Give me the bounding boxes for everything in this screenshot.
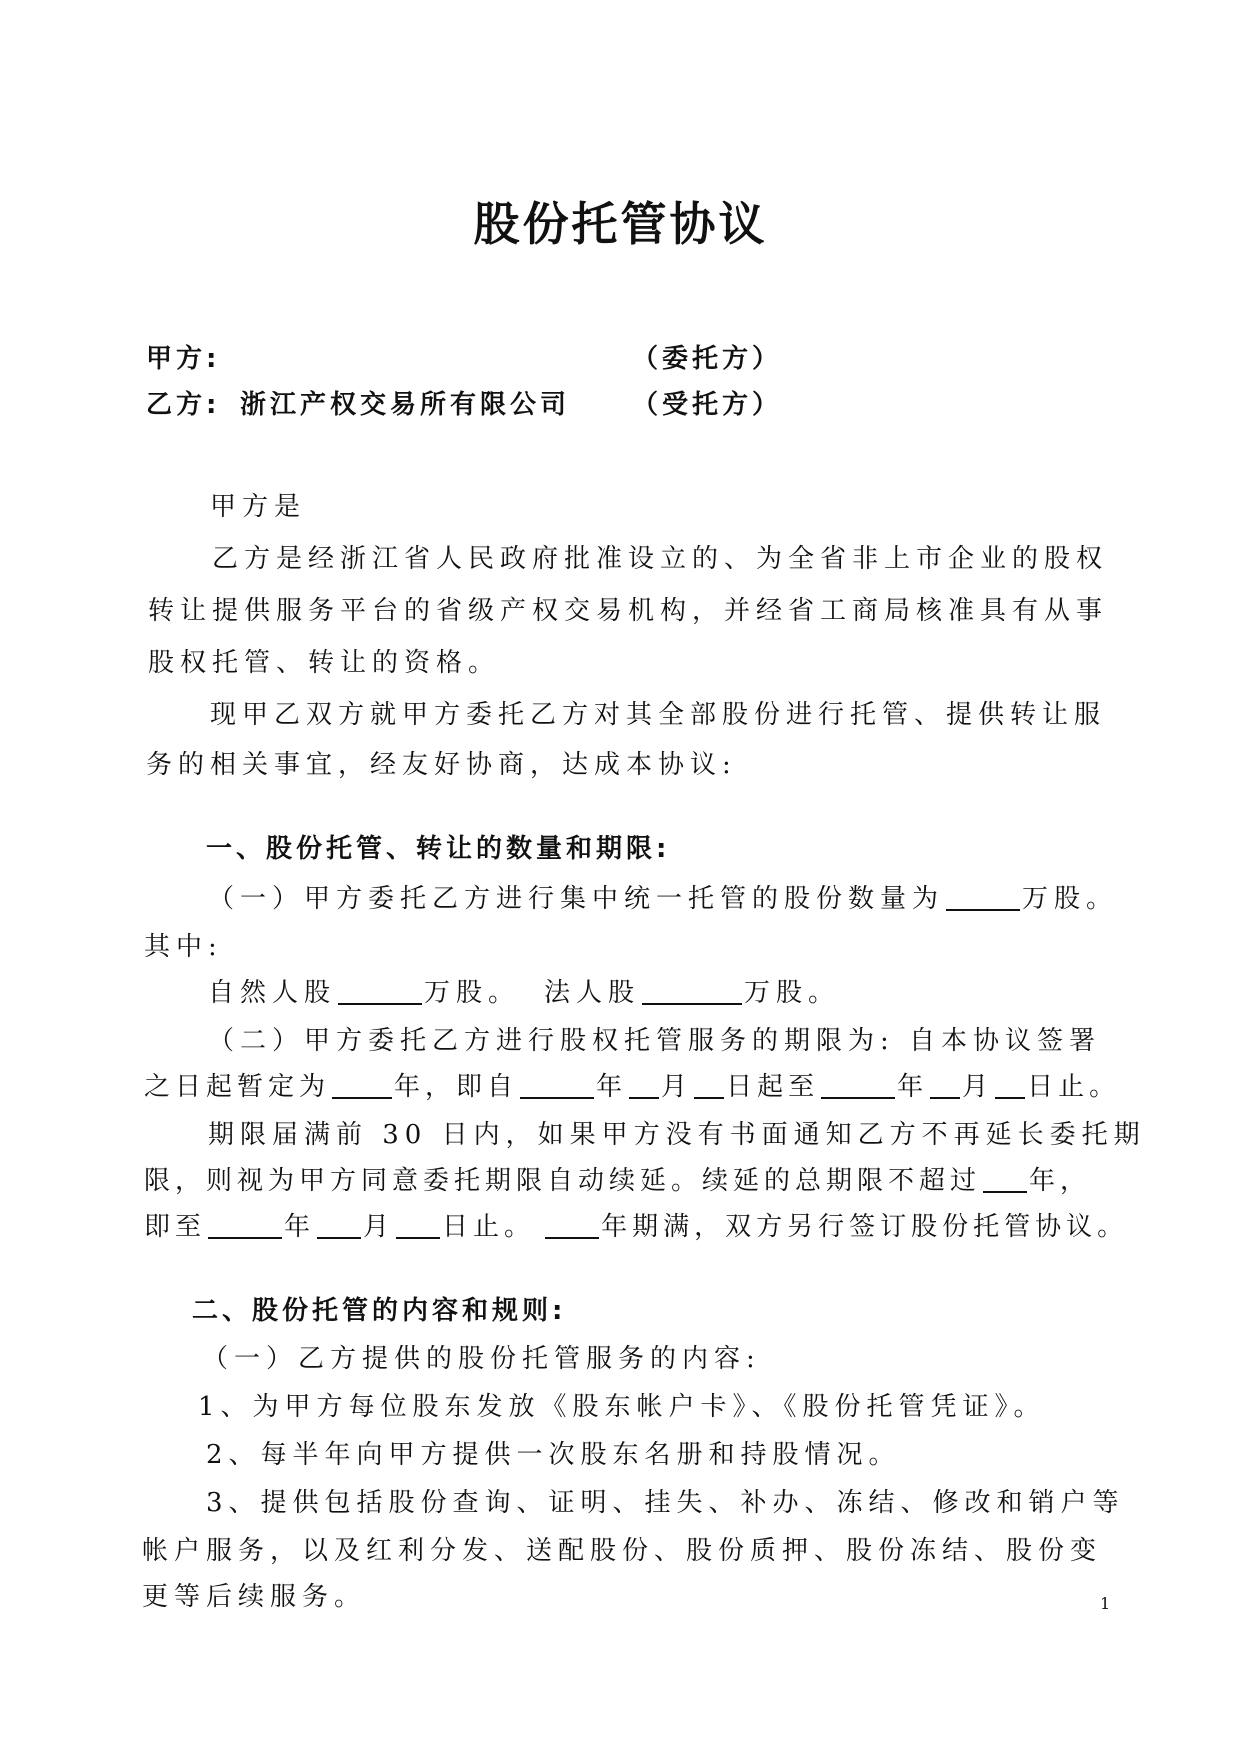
start-year-blank: [520, 1073, 594, 1099]
term-lead: 之日起暂定为: [144, 1072, 331, 1102]
start-day-unit: 日起至: [726, 1072, 820, 1102]
clause1-3-line2: [144, 1160, 1091, 1197]
start-year-unit: 年: [596, 1072, 628, 1102]
clause1-1-line2: 其中:: [144, 932, 223, 962]
renewal-years-unit: 年，: [1029, 1166, 1092, 1196]
until-month-unit: 月: [363, 1212, 395, 1242]
natural-person-unit: 万股。: [424, 978, 521, 1008]
end-year-unit: 年: [897, 1072, 929, 1102]
service-item-1: 1、为甲方每位股东发放《股东帐户卡》、《股份托管凭证》。: [198, 1392, 1046, 1422]
until-day-blank: [396, 1213, 440, 1239]
clause1-2-line2: [144, 1066, 1120, 1103]
clause1-1-line1: [208, 878, 1118, 915]
legal-person-shares-blank: [642, 979, 742, 1005]
natural-person-shares-blank: [338, 979, 422, 1005]
until-day-unit: 日止。: [442, 1212, 536, 1242]
end-month-unit: 月: [962, 1072, 994, 1102]
term-from: 年，即自: [394, 1072, 519, 1102]
clause2-1-heading: （一）乙方提供的股份托管服务的内容:: [202, 1344, 761, 1374]
service-item-3-line1: 3、提供包括股份查询、证明、挂失、补办、冻结、修改和销户等: [206, 1488, 1125, 1518]
paragraph-agreement-line2: 务的相关事宜，经友好协商，达成本协议:: [146, 750, 737, 780]
legal-person-unit: 万股。: [744, 978, 841, 1008]
paragraph-party-b-line1: 乙方是经浙江省人民政府批准设立的、为全省非上市企业的股权: [212, 544, 1109, 574]
end-day-unit: 日止。: [1027, 1072, 1121, 1102]
section2-heading: 二、股份托管的内容和规则:: [192, 1296, 567, 1326]
paragraph-party-b-line3: 股权托管、转让的资格。: [148, 648, 501, 678]
page-number: 1: [1100, 1594, 1111, 1613]
paragraph-party-b-line2: 转让提供服务平台的省级产权交易机构，并经省工商局核准具有从事: [148, 596, 1109, 626]
clause1-3-line1: 期限届满前 30 日内，如果甲方没有书面通知乙方不再延长委托期: [208, 1120, 1146, 1150]
paragraph-party-a: 甲方是: [210, 492, 307, 522]
clause1-1-unit: 万股。: [1022, 884, 1119, 914]
start-month-blank: [629, 1073, 659, 1099]
party-a-role: （委托方）: [632, 344, 783, 374]
party-b-label: 乙方:: [146, 390, 221, 420]
document-title: 股份托管协议: [473, 197, 768, 251]
party-b-role: （受托方）: [632, 390, 783, 420]
clause1-2-line1: （二）甲方委托乙方进行股权托管服务的期限为: 自本协议签署: [208, 1026, 1102, 1056]
party-b-name: 浙江产权交易所有限公司: [240, 390, 571, 420]
legal-person-label: 法人股: [544, 978, 641, 1008]
shares-total-blank: [946, 885, 1020, 911]
clause1-3-line3: [144, 1206, 1128, 1243]
start-day-blank: [694, 1073, 724, 1099]
section1-heading: 一、股份托管、转让的数量和期限:: [206, 834, 671, 864]
until-label: 即至: [144, 1212, 207, 1242]
renewal-years-blank: [983, 1167, 1027, 1193]
term-years-blank: [332, 1073, 392, 1099]
paragraph-agreement-line1: 现甲乙双方就甲方委托乙方对其全部股份进行托管、提供转让服: [210, 700, 1107, 730]
party-a-label: 甲方:: [146, 344, 221, 374]
expiry-text: 年期满，双方另行签订股份托管协议。: [601, 1212, 1129, 1242]
clause1-1-text: （一）甲方委托乙方进行集中统一托管的股份数量为: [208, 884, 945, 914]
shares-breakdown-line: [208, 972, 840, 1009]
until-year-unit: 年: [284, 1212, 316, 1242]
end-month-blank: [930, 1073, 960, 1099]
until-year-blank: [208, 1213, 282, 1239]
start-month-unit: 月: [661, 1072, 693, 1102]
end-day-blank: [995, 1073, 1025, 1099]
service-item-3-line3: 更等后续服务。: [142, 1582, 367, 1612]
service-item-3-line2: 帐户服务，以及红利分发、送配股份、股份质押、股份冻结、股份变: [142, 1536, 1103, 1566]
service-item-2: 2、每半年向甲方提供一次股东名册和持股情况。: [206, 1440, 901, 1470]
end-year-blank: [821, 1073, 895, 1099]
until-month-blank: [317, 1213, 361, 1239]
renewal-text: 限，则视为甲方同意委托期限自动续延。续延的总期限不超过: [144, 1166, 982, 1196]
expiry-years-blank: [545, 1213, 599, 1239]
natural-person-label: 自然人股: [208, 978, 337, 1008]
